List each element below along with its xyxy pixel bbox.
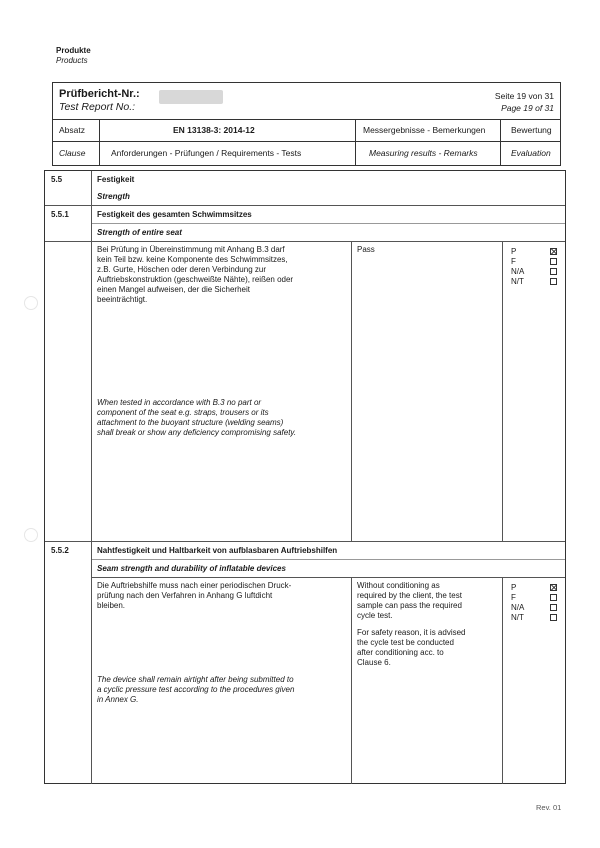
col-standard: EN 13138-3: 2014-12 [173, 125, 255, 135]
header-row-de [53, 119, 560, 142]
result-5-5-2-part2: For safety reason, it is advised the cycle test be conducted after conditioning acc. to Clause 6. [357, 628, 466, 667]
eval-5-5-1-labels: P F N/A N/T [511, 247, 525, 286]
col-evaluation-en: Evaluation [511, 148, 551, 158]
col-results-de: Messergebnisse - Bemerkungen [363, 125, 486, 135]
punch-hole-mark [24, 528, 38, 542]
header-row-en [53, 141, 560, 165]
title-seam-strength-de: Nahtfestigkeit und Haltbarkeit von aufblasbaren Auftriebshilfen [97, 546, 338, 555]
clause-5-5-2: 5.5.2 [51, 546, 69, 555]
test-table [44, 170, 566, 784]
col-requirements: Anforderungen - Prüfungen / Requirements - Tests [111, 148, 302, 158]
requirement-5-5-1-en: When tested in accordance with B.3 no part or component of the seat e.g. straps, trousers or its attachment to the buoyant structure (welding seams) shall break or show any deficiency compromising safety. [97, 398, 297, 437]
requirement-5-5-1-de: Bei Prüfung in Übereinstimmung mit Anhang B.3 darf kein Teil bzw. keine Komponente des Schwimmsitzes, z.B. Gurte, Höschen oder deren Verbindung zur Auftriebskonstruktion (geschweißte Nähte), reißen oder einen Mangel aufweisen, der die Sicherheit beeinträchtigt. [97, 245, 294, 304]
title-seat-strength-de: Festigkeit des gesamten Schwimmsitzes [97, 210, 252, 219]
requirement-5-5-2-de: Die Auftriebshilfe muss nach einer periodischen Druck- prüfung nach den Verfahren in Anhang G luftdicht bleiben. [97, 581, 292, 610]
report-no-label-en: Test Report No.: [59, 101, 136, 113]
requirement-5-5-2-en: The device shall remain airtight after being submitted to a cyclic pressure test according to the procedures given in Annex G. [97, 675, 295, 704]
title-seam-strength-en: Seam strength and durability of inflatable devices [97, 564, 286, 573]
title-strength-de: Festigkeit [97, 175, 135, 184]
title-strength-en: Strength [97, 192, 130, 201]
result-5-5-2-part1: Without conditioning as required by the client, the test sample can pass the required cycle test. [357, 581, 462, 620]
eval-5-5-2-pass-checkbox[interactable] [550, 584, 557, 591]
clause-5-5: 5.5 [51, 175, 63, 184]
eval-5-5-2-labels: P F N/A N/T [511, 583, 525, 622]
report-header [52, 82, 561, 166]
col-results-en: Measuring results - Remarks [369, 148, 478, 158]
report-no-label-de: Prüfbericht-Nr.: [59, 88, 140, 100]
result-5-5-1: Pass [357, 245, 375, 254]
col-clause-en: Clause [59, 148, 86, 158]
page-label-en: Page 19 of 31 [501, 103, 554, 113]
company-label-en: Products [56, 56, 88, 65]
eval-5-5-1-fail-checkbox[interactable] [550, 258, 557, 265]
eval-5-5-1-na-checkbox[interactable] [550, 268, 557, 275]
title-seat-strength-en: Strength of entire seat [97, 228, 182, 237]
punch-hole-mark [24, 296, 38, 310]
eval-5-5-2-fail-checkbox[interactable] [550, 594, 557, 601]
eval-5-5-1-nt-checkbox[interactable] [550, 278, 557, 285]
col-evaluation-de: Bewertung [511, 125, 552, 135]
header-row-report [53, 83, 560, 120]
revision-label: Rev. 01 [536, 803, 562, 812]
eval-5-5-2-na-checkbox[interactable] [550, 604, 557, 611]
eval-5-5-2-nt-checkbox[interactable] [550, 614, 557, 621]
eval-5-5-1-pass-checkbox[interactable] [550, 248, 557, 255]
clause-5-5-1: 5.5.1 [51, 210, 69, 219]
col-clause-de: Absatz [59, 125, 85, 135]
page-label-de: Seite 19 von 31 [494, 91, 554, 101]
redacted-report-number [159, 90, 223, 104]
company-label-de: Produkte [56, 46, 91, 55]
